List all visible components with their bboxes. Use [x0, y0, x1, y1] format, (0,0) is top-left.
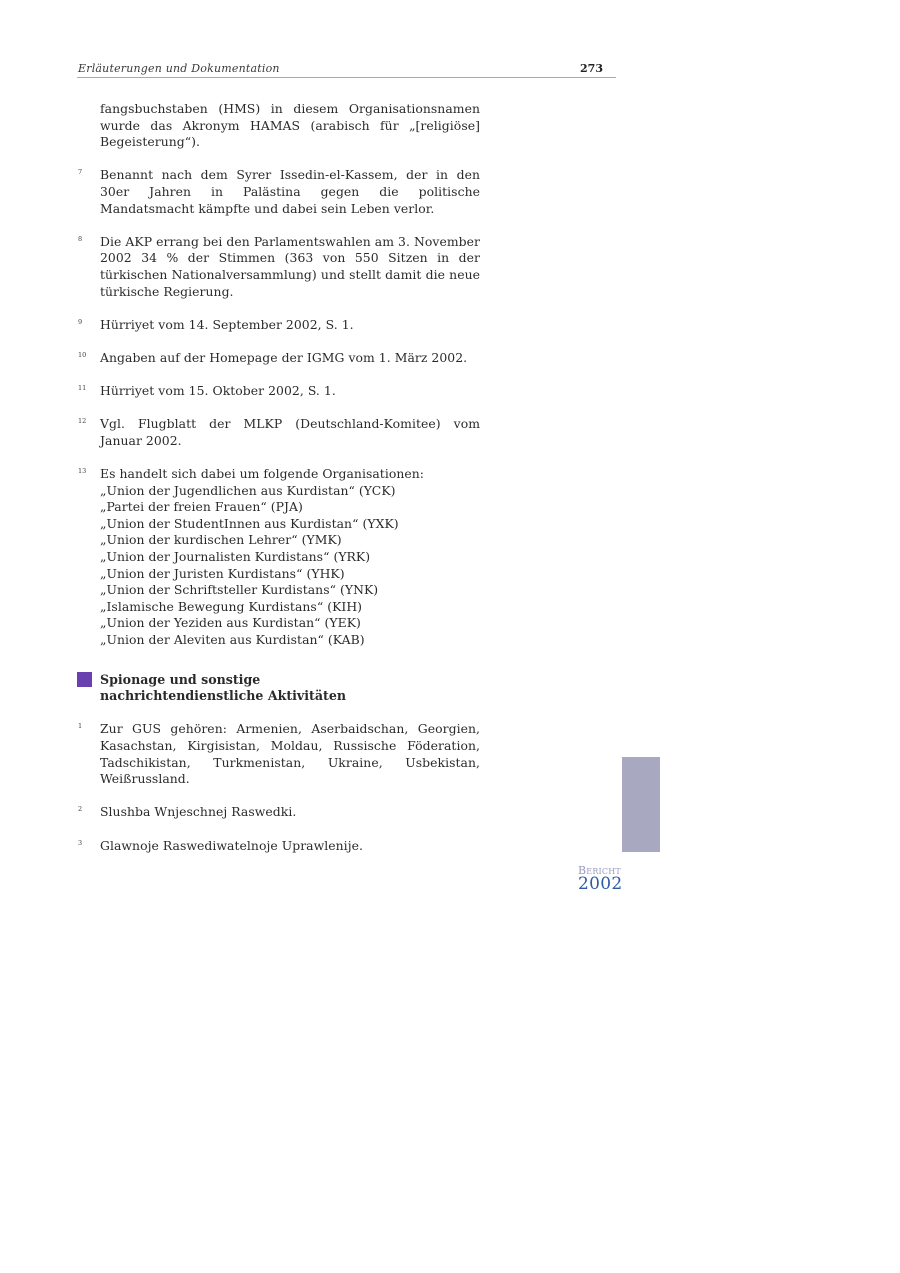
footnote-marker: 3: [78, 838, 83, 847]
report-logo-label: Bericht: [578, 864, 621, 877]
footnote-marker: 13: [78, 467, 87, 476]
organisation-item: „Union der StudentInnen aus Kurdistan“ (YXK): [100, 515, 399, 531]
footnote-text: Die AKP errang bei den Parlamentswahlen am 3. November 2002 34 % der Stimmen (363 von 550 Sitzen in der türkischen Nationalversammlung) und stellt damit die neue türkische Regierung.: [100, 233, 480, 299]
footnote-3: [77, 838, 480, 855]
organisation-item: „Union der Schriftsteller Kurdistans“ (YNK): [100, 582, 379, 598]
footnote-13: [77, 466, 480, 649]
footnote-text: Vgl. Flugblatt der MLKP (Deutschland-Komitee) vom Januar 2002.: [100, 416, 480, 448]
section-square-icon: [77, 672, 92, 687]
report-logo-year: 2002: [578, 874, 623, 894]
organisation-item: „Partei der freien Frauen“ (PJA): [100, 499, 303, 515]
section-heading-line-2: nachrichtendienstliche Aktivitäten: [100, 688, 346, 704]
footnote-1: [77, 721, 480, 787]
footnote-7: [77, 167, 480, 217]
section-heading-line-1: Spionage und sonstige: [100, 671, 261, 687]
organisation-item: „Union der Juristen Kurdistans“ (YHK): [100, 565, 345, 581]
footnote-text: Zur GUS gehören: Armenien, Aserbaidschan, Georgien, Kasachstan, Kirgisistan, Moldau, Russische Föderation, Tadschikistan, Turkmenistan, Ukraine, Usbekistan, Weißrussland.: [100, 721, 480, 787]
organisation-item: „Islamische Bewegung Kurdistans“ (KIH): [100, 598, 363, 614]
footnote-text: Hürriyet vom 15. Oktober 2002, S. 1.: [100, 383, 336, 399]
footnote-text: Angaben auf der Homepage der IGMG vom 1. März 2002.: [100, 349, 468, 365]
footnote-12: [77, 416, 480, 449]
page-number: 273: [580, 62, 603, 75]
footnote-marker: 7: [78, 168, 83, 177]
organisation-item: „Union der Jugendlichen aus Kurdistan“ (YCK): [100, 482, 396, 498]
footnote-marker: 2: [78, 805, 83, 814]
organisation-item: „Union der Journalisten Kurdistans“ (YRK): [100, 549, 371, 565]
footnote-8: [77, 234, 480, 300]
footnote-text: Glawnoje Raswediwatelnoje Uprawlenije.: [100, 837, 363, 853]
footnote-marker: 10: [78, 350, 87, 359]
footnote-11: [77, 383, 480, 400]
report-logo: [578, 865, 638, 892]
footnote-text: Hürriyet vom 14. September 2002, S. 1.: [100, 316, 354, 332]
footnote-marker: 11: [78, 384, 87, 393]
footnote-continuation: [77, 101, 480, 151]
footnote-marker: 8: [78, 234, 83, 243]
footnote-10: [77, 350, 480, 367]
footnote-marker: 9: [78, 317, 83, 326]
footnote-text: fangsbuchstaben (HMS) in diesem Organisationsnamen wurde das Akronym HAMAS (arabisch für „[religiöse] Begeisterung“).: [100, 101, 480, 150]
footnote-9: [77, 317, 480, 334]
running-title: Erläuterungen und Dokumentation: [78, 62, 280, 75]
footnote-text: Benannt nach dem Syrer Issedin-el-Kassem, der in den 30er Jahren in Palästina gegen die politische Mandatsmacht kämpfte und dabei sein Leben verlor.: [100, 167, 480, 216]
footnote-text: Slushba Wnjeschnej Raswedki.: [100, 804, 297, 820]
footnote-2: [77, 804, 480, 821]
footnote-intro: Es handelt sich dabei um folgende Organisationen:: [100, 466, 425, 482]
organisation-item: „Union der kurdischen Lehrer“ (YMK): [100, 532, 342, 548]
organisation-item: „Union der Yeziden aus Kurdistan“ (YEK): [100, 615, 361, 631]
footnote-marker: 12: [78, 417, 87, 426]
organisation-item: „Union der Aleviten aus Kurdistan“ (KAB): [100, 632, 365, 647]
running-header: [77, 62, 616, 78]
section-heading: [77, 672, 480, 705]
side-accent-bar: [622, 757, 660, 852]
footnote-marker: 1: [78, 722, 83, 731]
footnotes-column: [77, 101, 480, 871]
